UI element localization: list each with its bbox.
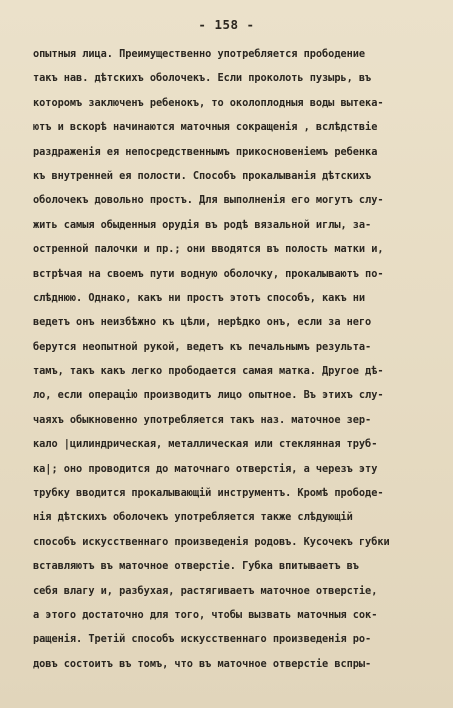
- text-line: ведетъ онъ неизбѣжно къ цѣли, нерѣдко онъ, если за него: [33, 316, 372, 329]
- text-line: слѣднюю. Однако, какъ ни простъ этотъ способъ, какъ ни: [33, 291, 366, 304]
- text-line: встрѣчая на своемъ пути водную оболочку, прокалываютъ по-: [33, 267, 384, 280]
- text-line: довъ состоитъ въ томъ, что въ маточное отверстіе вспры-: [33, 657, 372, 670]
- text-line: способъ искусственнаго произведенія родовъ. Кусочекъ губки: [33, 535, 390, 548]
- text-line: а этого достаточно для того, чтобы вызвать маточныя сок-: [33, 608, 378, 621]
- page-number: - 158 -: [198, 17, 255, 32]
- text-line: которомъ заключенъ ребенокъ, то околоплодныя воды вытека-: [33, 96, 384, 109]
- text-line: ютъ и вскорѣ начинаются маточныя сокращенія , вслѣдствіе: [33, 121, 378, 134]
- text-line: раздраженія ея непосредственнымъ прикосновеніемъ ребенка: [33, 145, 378, 158]
- text-line: такъ нав. дѣтскихъ оболочекъ. Если проколоть пузырь, въ: [33, 72, 372, 85]
- text-line: тамъ, такъ какъ легко прободается самая матка. Другое дѣ-: [33, 365, 384, 378]
- text-line: себя влагу и, разбухая, растягиваетъ маточное отверстіе,: [33, 584, 378, 597]
- text-line: чаяхъ обыкновенно употребляется такъ наз. маточное зер-: [33, 413, 372, 426]
- text-line: жить самыя обыденныя орудія въ родѣ вязальной иглы, за-: [33, 218, 372, 231]
- text-line: трубку вводится прокалывающій инструментъ. Кромѣ прободе-: [33, 487, 384, 500]
- body-text: [33, 42, 443, 676]
- text-line: ращенія. Третій способъ искусственнаго произведенія ро-: [33, 633, 372, 646]
- text-line: нія дѣтскихъ оболочекъ употребляется также слѣдующій: [33, 511, 353, 524]
- text-line: вставляютъ въ маточное отверстіе. Губка впитываетъ въ: [33, 560, 359, 573]
- text-line: опытныя лица. Преимущественно употребляется прободение: [33, 48, 366, 60]
- text-line: кало |цилиндрическая, металлическая или стеклянная труб-: [33, 438, 378, 451]
- text-line: берутся неопытной рукой, ведетъ къ печальнымъ результа-: [33, 340, 372, 353]
- text-line: ка|; оно проводится до маточнаго отверстія, а черезъ эту: [33, 462, 378, 475]
- text-line: ло, если операцію производитъ лицо опытное. Въ этихъ слу-: [33, 389, 384, 402]
- text-line: оболочекъ довольно простъ. Для выполненія его могутъ слу-: [33, 194, 384, 207]
- text-line: къ внутренней ея полости. Способъ прокалыванія дѣтскихъ: [33, 169, 372, 182]
- text-line: остренной палочки и пр.; они вводятся въ полость матки и,: [33, 243, 384, 256]
